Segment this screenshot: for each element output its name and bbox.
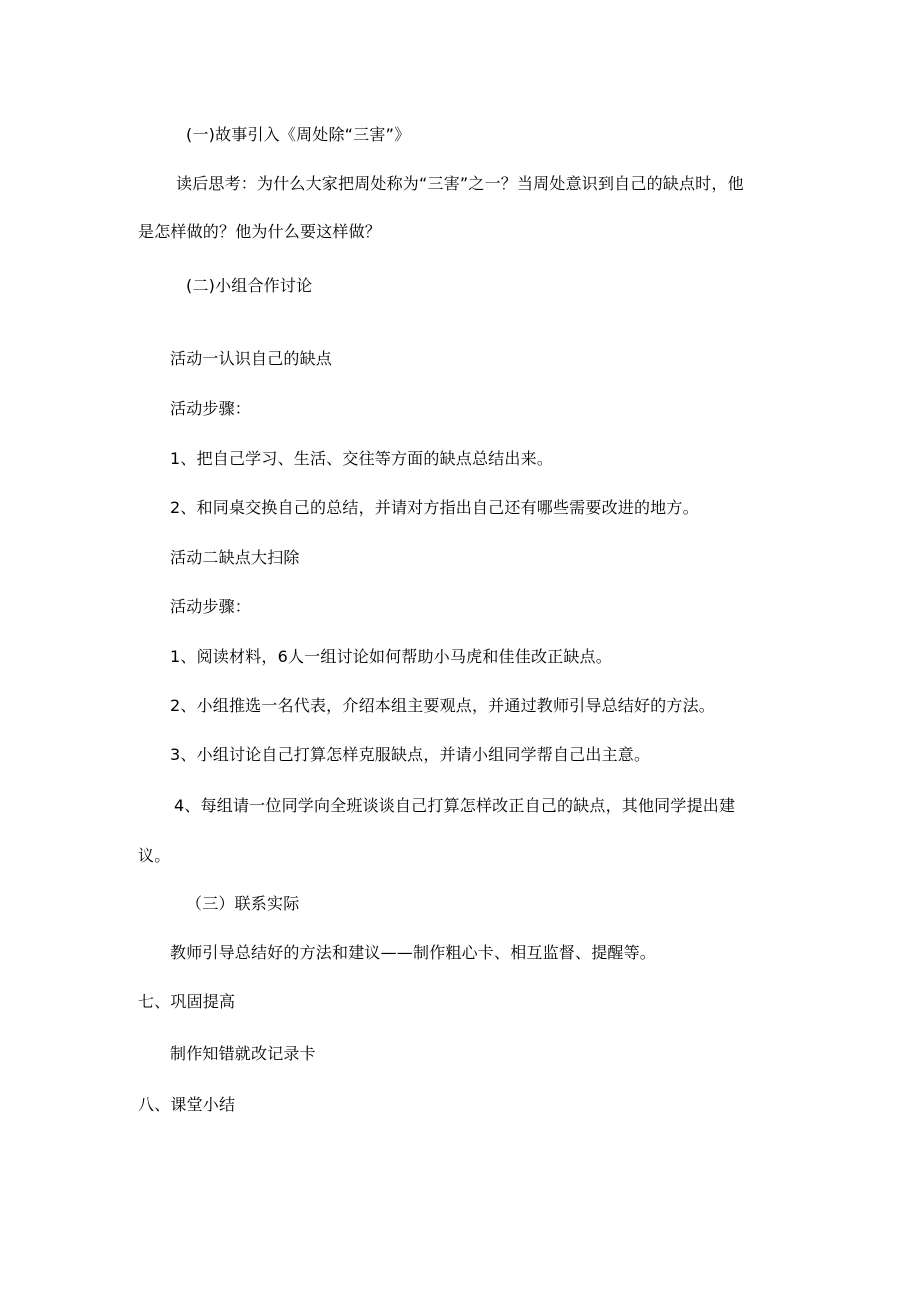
activity-2-step-4-line-1: 4、每组请一位同学向全班谈谈自己打算怎样改正自己的缺点，其他同学提出建 bbox=[174, 796, 736, 815]
reflection-line-1: 读后思考：为什么大家把周处称为“三害”之一？当周处意识到自己的缺点时，他 bbox=[176, 174, 744, 193]
section-3-heading: （三）联系实际 bbox=[186, 894, 300, 913]
activity-1-step-2: 2、和同桌交换自己的总结，并请对方指出自己还有哪些需要改进的地方。 bbox=[170, 498, 699, 517]
section-1-heading: (一)故事引入《周处除“三害”》 bbox=[186, 125, 411, 144]
activity-2-steps-label: 活动步骤： bbox=[170, 597, 252, 616]
activity-2-step-2: 2、小组推选一名代表，介绍本组主要观点，并通过教师引导总结好的方法。 bbox=[170, 696, 715, 715]
activity-2-step-3: 3、小组讨论自己打算怎样克服缺点，并请小组同学帮自己出主意。 bbox=[170, 745, 651, 764]
section-3-text: 教师引导总结好的方法和建议——制作粗心卡、相互监督、提醒等。 bbox=[170, 943, 657, 962]
part-8-heading: 八、课堂小结 bbox=[138, 1095, 236, 1114]
reflection-line-2: 是怎样做的？他为什么要这样做？ bbox=[138, 222, 382, 241]
part-7-heading: 七、巩固提高 bbox=[138, 992, 236, 1011]
activity-2-title: 活动二缺点大扫除 bbox=[170, 548, 300, 567]
activity-2-step-1: 1、阅读材料，6人一组讨论如何帮助小马虎和佳佳改正缺点。 bbox=[170, 647, 612, 666]
activity-1-step-1: 1、把自己学习、生活、交往等方面的缺点总结出来。 bbox=[170, 449, 553, 468]
activity-2-step-4-line-2: 议。 bbox=[138, 846, 171, 865]
part-7-text: 制作知错就改记录卡 bbox=[170, 1044, 316, 1063]
activity-1-title: 活动一认识自己的缺点 bbox=[170, 349, 333, 368]
activity-1-steps-label: 活动步骤： bbox=[170, 399, 252, 418]
section-2-heading: (二)小组合作讨论 bbox=[186, 276, 313, 295]
